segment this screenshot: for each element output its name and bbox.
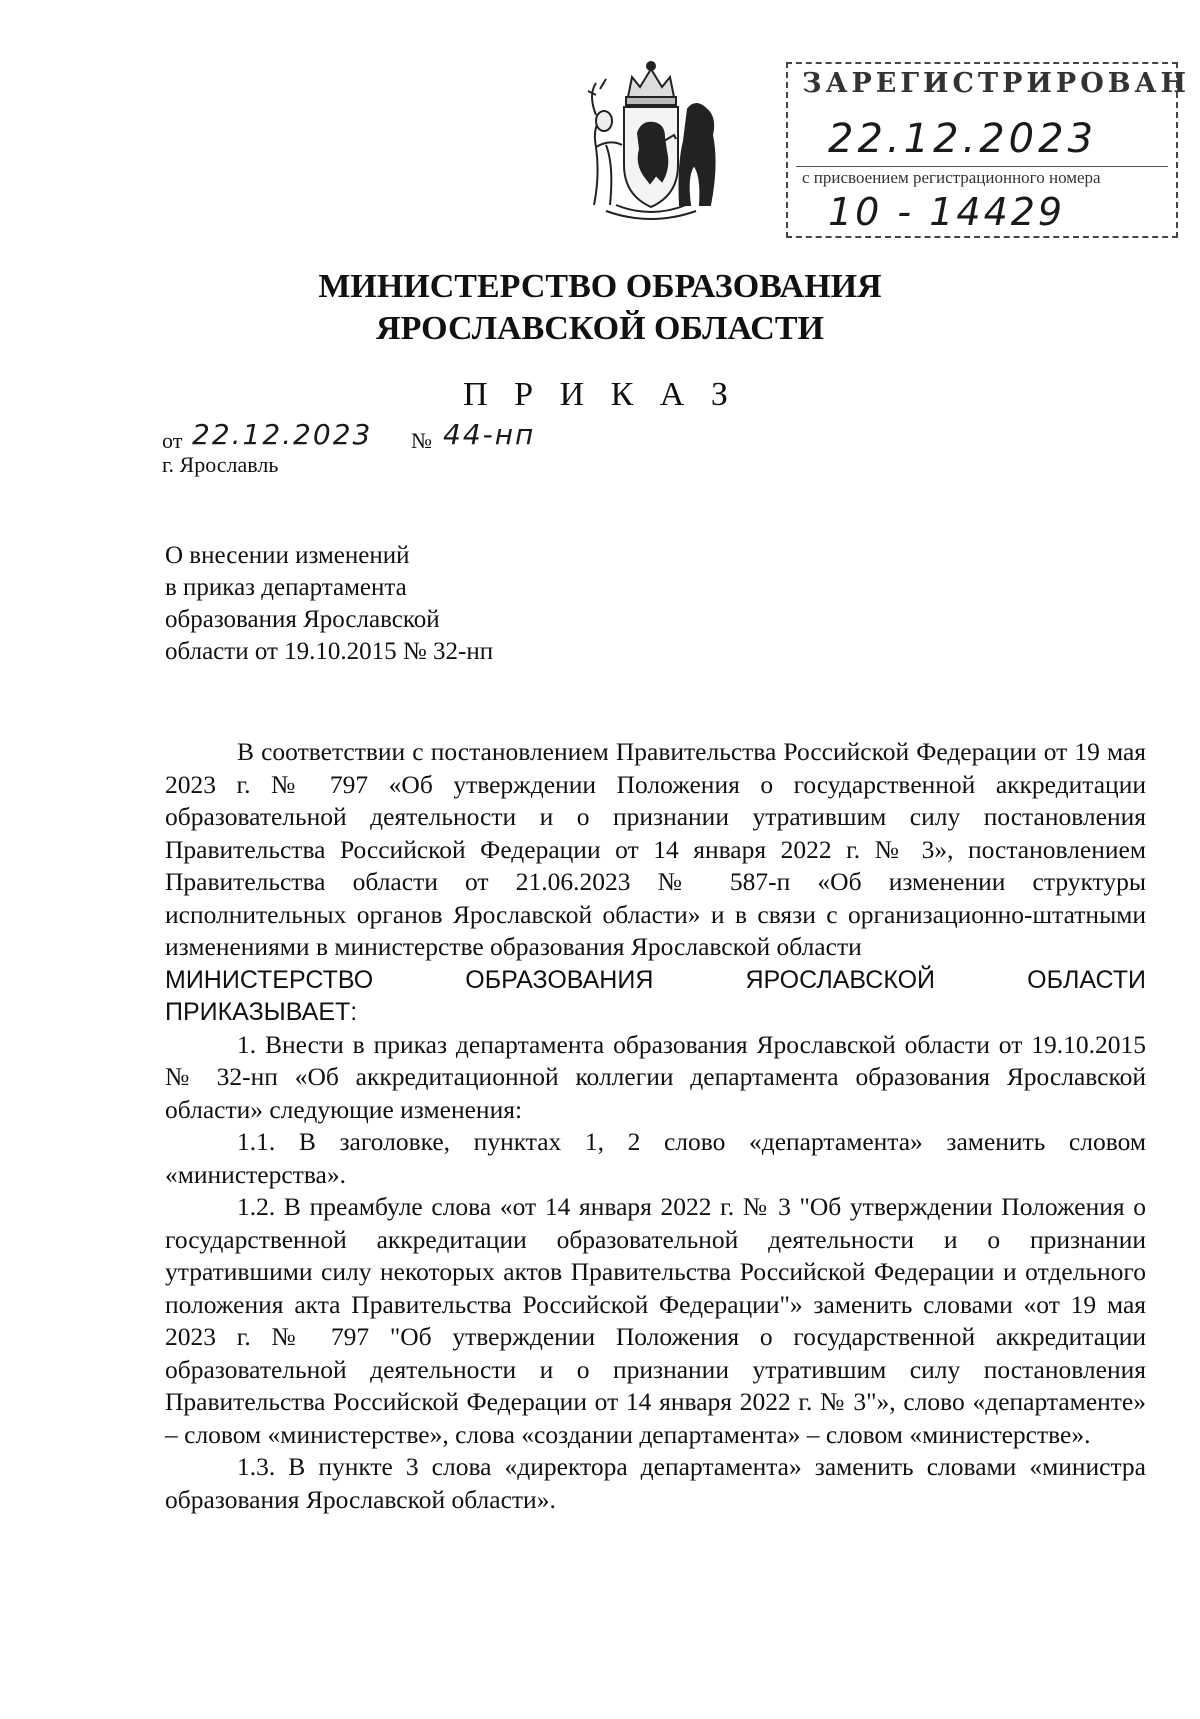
order-subject — [165, 540, 595, 668]
city: г. Ярославль — [162, 452, 279, 477]
ministry-title-line2: ЯРОСЛАВСКОЙ ОБЛАСТИ — [376, 310, 824, 347]
stamp-caption: с присвоением регистрационного номера — [802, 168, 1101, 187]
item-1-3: 1.3. В пункте 3 слова «директора департамента» заменить словами «министра образования Ярославской области». — [165, 1452, 1146, 1514]
item-1: 1. Внести в приказ департамента образования Ярославской области от 19.10.2015 № 32-нп «Об аккредитационной коллегии департамента образования Ярославской области» следующие изменения: — [165, 1029, 1146, 1124]
decree-keyword: ПРИКАЗЫВАЕТ: — [165, 998, 358, 1026]
order-body — [165, 736, 1146, 1516]
preamble-paragraph: В соответствии с постановлением Правительства Российской Федерации от 19 мая 2023 г. № 797 «Об утверждении Положения о государственной аккредитации образовательной деятельности и о признании утратившим силу постановления Правительства Российской Федерации от 14 января 2022 г. № 3», постановлением Правительства области от 21.06.2023 № 587-п «Об изменении структуры исполнительных органов Ярославской области» и в связи с организационно-штатными изменениями в министерстве образования Ярославской области — [165, 737, 1146, 961]
date-prefix: от — [162, 428, 183, 453]
stamp-registration-number: 10 - 14429 — [828, 190, 1066, 234]
ministry-title — [300, 266, 900, 350]
item-1-2: 1.2. В преамбуле слова «от 14 января 2022 г. № 3 "Об утверждении Положения о государственной аккредитации образовательной деятельности и о признании утратившими силу некоторых актов Правительства Российской Федерации и отдельного положения акта Правительства Российской Федерации"» заменить словами «от 19 мая 2023 г. № 797 "Об утверждении Положения о государственной аккредитации образовательной деятельности и о признании утратившим силу постановления Правительства Российской Федерации от 14 января 2022 г. № 3"», слово «департаменте» – словом «министерстве», слова «создании департамента» – словом «министерстве». — [165, 1192, 1146, 1449]
registration-stamp — [786, 62, 1191, 238]
stamp-title: ЗАРЕГИСТРИРОВАН — [802, 68, 1191, 99]
order-date: 22.12.2023 — [192, 418, 373, 451]
item-1-1: 1.1. В заголовке, пунктах 1, 2 слово «департамента» заменить словом «министерства». — [165, 1127, 1146, 1189]
order-number: 44-нп — [443, 418, 536, 451]
coat-of-arms-emblem — [566, 55, 736, 225]
subject-line: области от 19.10.2015 № 32-нп — [165, 638, 494, 665]
decree-line: МИНИСТЕРСТВО ОБРАЗОВАНИЯ ЯРОСЛАВСКОЙ ОБЛАСТИ — [165, 965, 1146, 994]
number-prefix: № — [411, 428, 432, 453]
document-type: П Р И К А З — [463, 376, 737, 413]
subject-line: О внесении изменений — [165, 542, 410, 569]
ministry-title-line1: МИНИСТЕРСТВО ОБРАЗОВАНИЯ — [318, 268, 882, 305]
subject-line: в приказ департамента — [165, 574, 407, 601]
stamp-registration-date: 22.12.2023 — [828, 116, 1098, 162]
subject-line: образования Ярославской — [165, 606, 440, 633]
stamp-divider — [796, 166, 1168, 167]
